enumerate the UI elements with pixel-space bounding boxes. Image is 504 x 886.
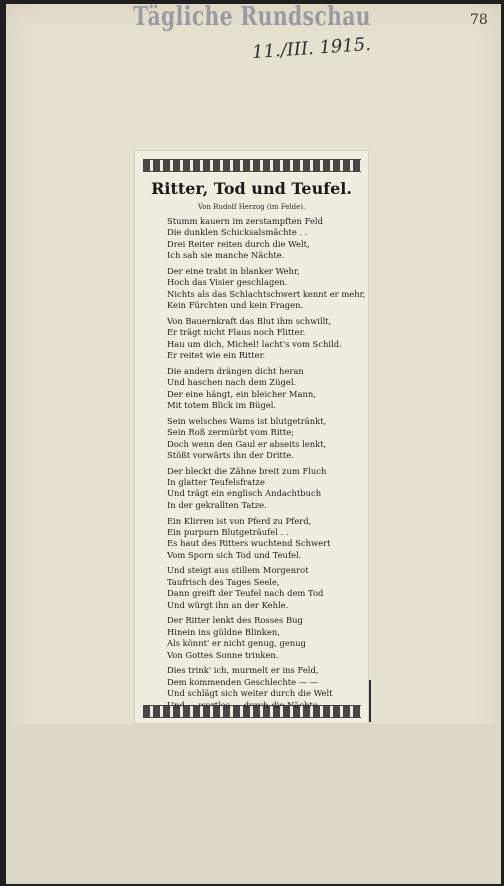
- poem-stanza: [167, 316, 363, 362]
- poem-line: Doch wenn den Gaul er abseits lenkt,: [167, 438, 327, 449]
- poem-stanza: [167, 466, 363, 512]
- poem-line: Als könnt' er nicht genug, genug: [167, 638, 306, 649]
- poem-stanza: [167, 516, 363, 562]
- poem-line: Hau um dich, Michel! lacht's vom Schild.: [167, 338, 342, 349]
- page-number: 78: [470, 12, 488, 28]
- poem-line: Er reitet wie ein Ritter.: [167, 350, 266, 361]
- newspaper-clipping: [134, 150, 369, 724]
- poem-line: Dann greift der Teufel nach dem Tod: [167, 588, 324, 599]
- poem-stanza: [167, 615, 363, 661]
- poem-byline: Von Rudolf Herzog (im Felde).: [197, 203, 306, 211]
- poem-stanza: [167, 565, 363, 611]
- poem-line: In der gekrallten Tatze.: [167, 499, 267, 510]
- poem-line: Er trägt nicht Flaus noch Flitter.: [167, 327, 306, 338]
- poem-stanza: [167, 216, 363, 262]
- poem-stanza: [167, 366, 363, 412]
- sheet-lower-area: [6, 724, 501, 884]
- poem-line: Ein Klirren ist von Pferd zu Pferd,: [167, 515, 312, 526]
- poem-line: Mit totem Blick im Bügel.: [167, 399, 277, 410]
- poem-line: Es haut des Ritters wuchtend Schwert: [167, 538, 331, 549]
- poem-line: Die andern drängen dicht heran: [167, 365, 304, 376]
- poem-line: Ein purpurn Blutgeträufel . .: [167, 526, 289, 537]
- handwritten-date: 11./III. 1915.: [251, 33, 372, 64]
- poem-line: Stößt vorwärts ihn der Dritte.: [167, 449, 294, 460]
- poem-line: Der eine hängt, ein bleicher Mann,: [167, 388, 316, 399]
- poem-stanza: [167, 416, 363, 462]
- poem-line: Stumm kauern im zerstampften Feld: [167, 216, 323, 226]
- poem-line: In glatter Teufelsfratze: [167, 477, 265, 488]
- poem-line: Sein Roß zermürbt vom Ritte;: [167, 427, 295, 438]
- poem-line: Und trägt ein englisch Andachtbuch: [167, 488, 322, 499]
- poem-title: Ritter, Tod und Teufel.: [151, 179, 352, 198]
- poem-line: Von Gottes Sonne trinken.: [167, 649, 279, 660]
- poem-line: Drei Reiter reiten durch die Welt,: [167, 238, 310, 249]
- poem-line: Dem kommenden Geschlechte — —: [167, 676, 319, 687]
- poem-line: Von Bauernkraft das Blut ihm schwillt,: [167, 315, 332, 326]
- poem-line: Der Ritter lenkt des Rosses Bug: [167, 615, 303, 626]
- poem-line: Die dunklen Schicksalsmächte . .: [167, 227, 308, 238]
- poem-body: [167, 216, 366, 715]
- poem-line: Sein welsches Wams ist blutgetränkt,: [167, 415, 327, 426]
- poem-line: Und würgt ihn an der Kehle.: [167, 599, 289, 610]
- poem-line: Und steigt aus stillem Morgenrot: [167, 565, 309, 576]
- ornament-border-top: [143, 159, 361, 172]
- poem-line: Und haschen nach dem Zügel.: [167, 377, 297, 388]
- poem-line: Ich sah sie manche Nächte.: [167, 250, 285, 261]
- newspaper-masthead: Tägliche Rundschau: [133, 2, 371, 32]
- ornament-border-bottom: [143, 705, 361, 718]
- poem-line: Der eine trabt in blanker Wehr,: [167, 265, 300, 276]
- poem-line: Der bleckt die Zähne breit zum Fluch: [167, 465, 327, 476]
- poem-line: Nichts als das Schlachtschwert kennt er mehr,: [167, 288, 366, 299]
- poem-line: Taufrisch des Tages Seele,: [167, 576, 280, 587]
- poem-line: Hoch das Visier geschlagen.: [167, 277, 288, 288]
- poem-line: Kein Fürchten und kein Fragen.: [167, 300, 304, 311]
- poem-line: Und schlägt sich weiter durch die Welt: [167, 688, 333, 699]
- poem-stanza: [167, 265, 366, 312]
- poem-line: Vom Sporn sich Tod und Teufel.: [167, 549, 302, 560]
- poem-line: Dies trink' ich, murmelt er ins Feld,: [167, 665, 319, 676]
- poem-line: Hinein ins güldne Blinken,: [167, 626, 280, 637]
